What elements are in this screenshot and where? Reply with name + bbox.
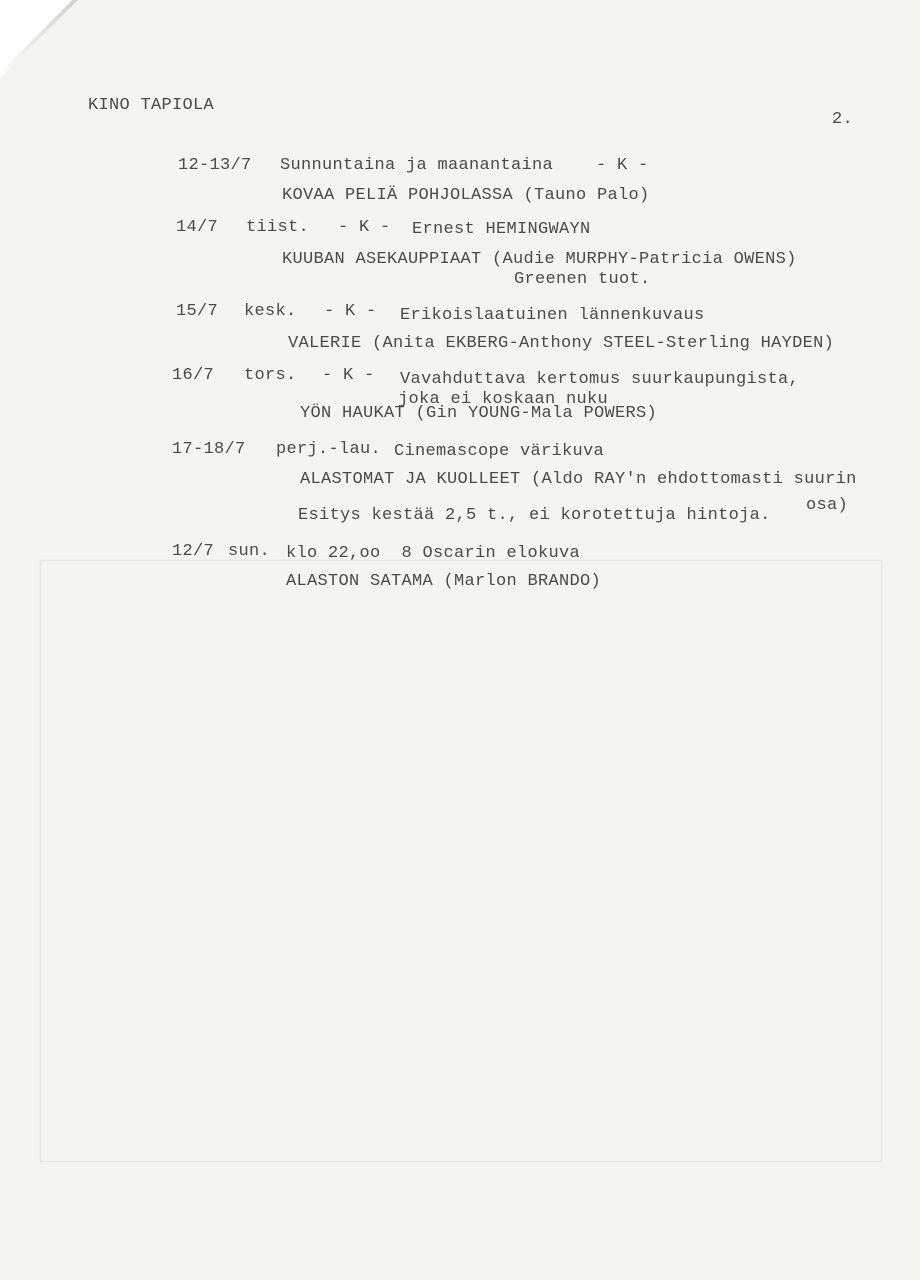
cinema-title: KINO TAPIOLA: [88, 96, 215, 115]
entry-days: tors.: [244, 366, 297, 385]
entry-note: joka ei koskaan nuku: [398, 390, 609, 409]
entry-days: Sunnuntaina ja maanantaina: [280, 156, 554, 175]
entry-film: ALASTOMAT JA KUOLLEET (Aldo RAY'n ehdottomasti suurin: [300, 470, 857, 489]
entry-note: Esitys kestää 2,5 t., ei korotettuja hintoja.: [298, 506, 771, 525]
entry-days: tiist.: [246, 218, 310, 237]
entry-film: KUUBAN ASEKAUPPIAAT (Audie MURPHY-Patricia OWENS): [282, 250, 797, 269]
entry-film: YÖN HAUKAT (Gin YOUNG-Mala POWERS): [300, 404, 658, 423]
entry-days: sun.: [228, 542, 271, 561]
entry-date: 12/7: [172, 542, 215, 561]
entry-note: osa): [806, 496, 849, 515]
entry-rating: - K -: [338, 218, 391, 237]
entry-film: ALASTON SATAMA (Marlon BRANDO): [286, 572, 602, 591]
entry-extra: klo 22,oo 8 Oscarin elokuva: [286, 544, 581, 563]
entry-extra: Vavahduttava kertomus suurkaupungista,: [400, 370, 800, 389]
entry-date: 16/7: [172, 366, 215, 385]
entry-date: 14/7: [176, 218, 219, 237]
entry-extra: Erikoislaatuinen lännenkuvaus: [400, 306, 705, 325]
entry-note: Greenen tuot.: [514, 270, 651, 289]
entry-rating: - K -: [324, 302, 377, 321]
page-number: 2.: [832, 110, 854, 129]
entry-date: 12-13/7: [178, 156, 252, 175]
entry-days: perj.-lau.: [276, 440, 382, 459]
entry-days: kesk.: [244, 302, 297, 321]
entry-date: 17-18/7: [172, 440, 246, 459]
entry-film: KOVAA PELIÄ POHJOLASSA (Tauno Palo): [282, 186, 650, 205]
entry-rating: - K -: [322, 366, 375, 385]
entry-date: 15/7: [176, 302, 219, 321]
entry-extra: Ernest HEMINGWAYN: [412, 220, 591, 239]
entry-film: VALERIE (Anita EKBERG-Anthony STEEL-Sterling HAYDEN): [288, 334, 835, 353]
show-through-frame: [40, 560, 882, 1162]
entry-rating: - K -: [596, 156, 649, 175]
entry-extra: Cinemascope värikuva: [394, 442, 605, 461]
